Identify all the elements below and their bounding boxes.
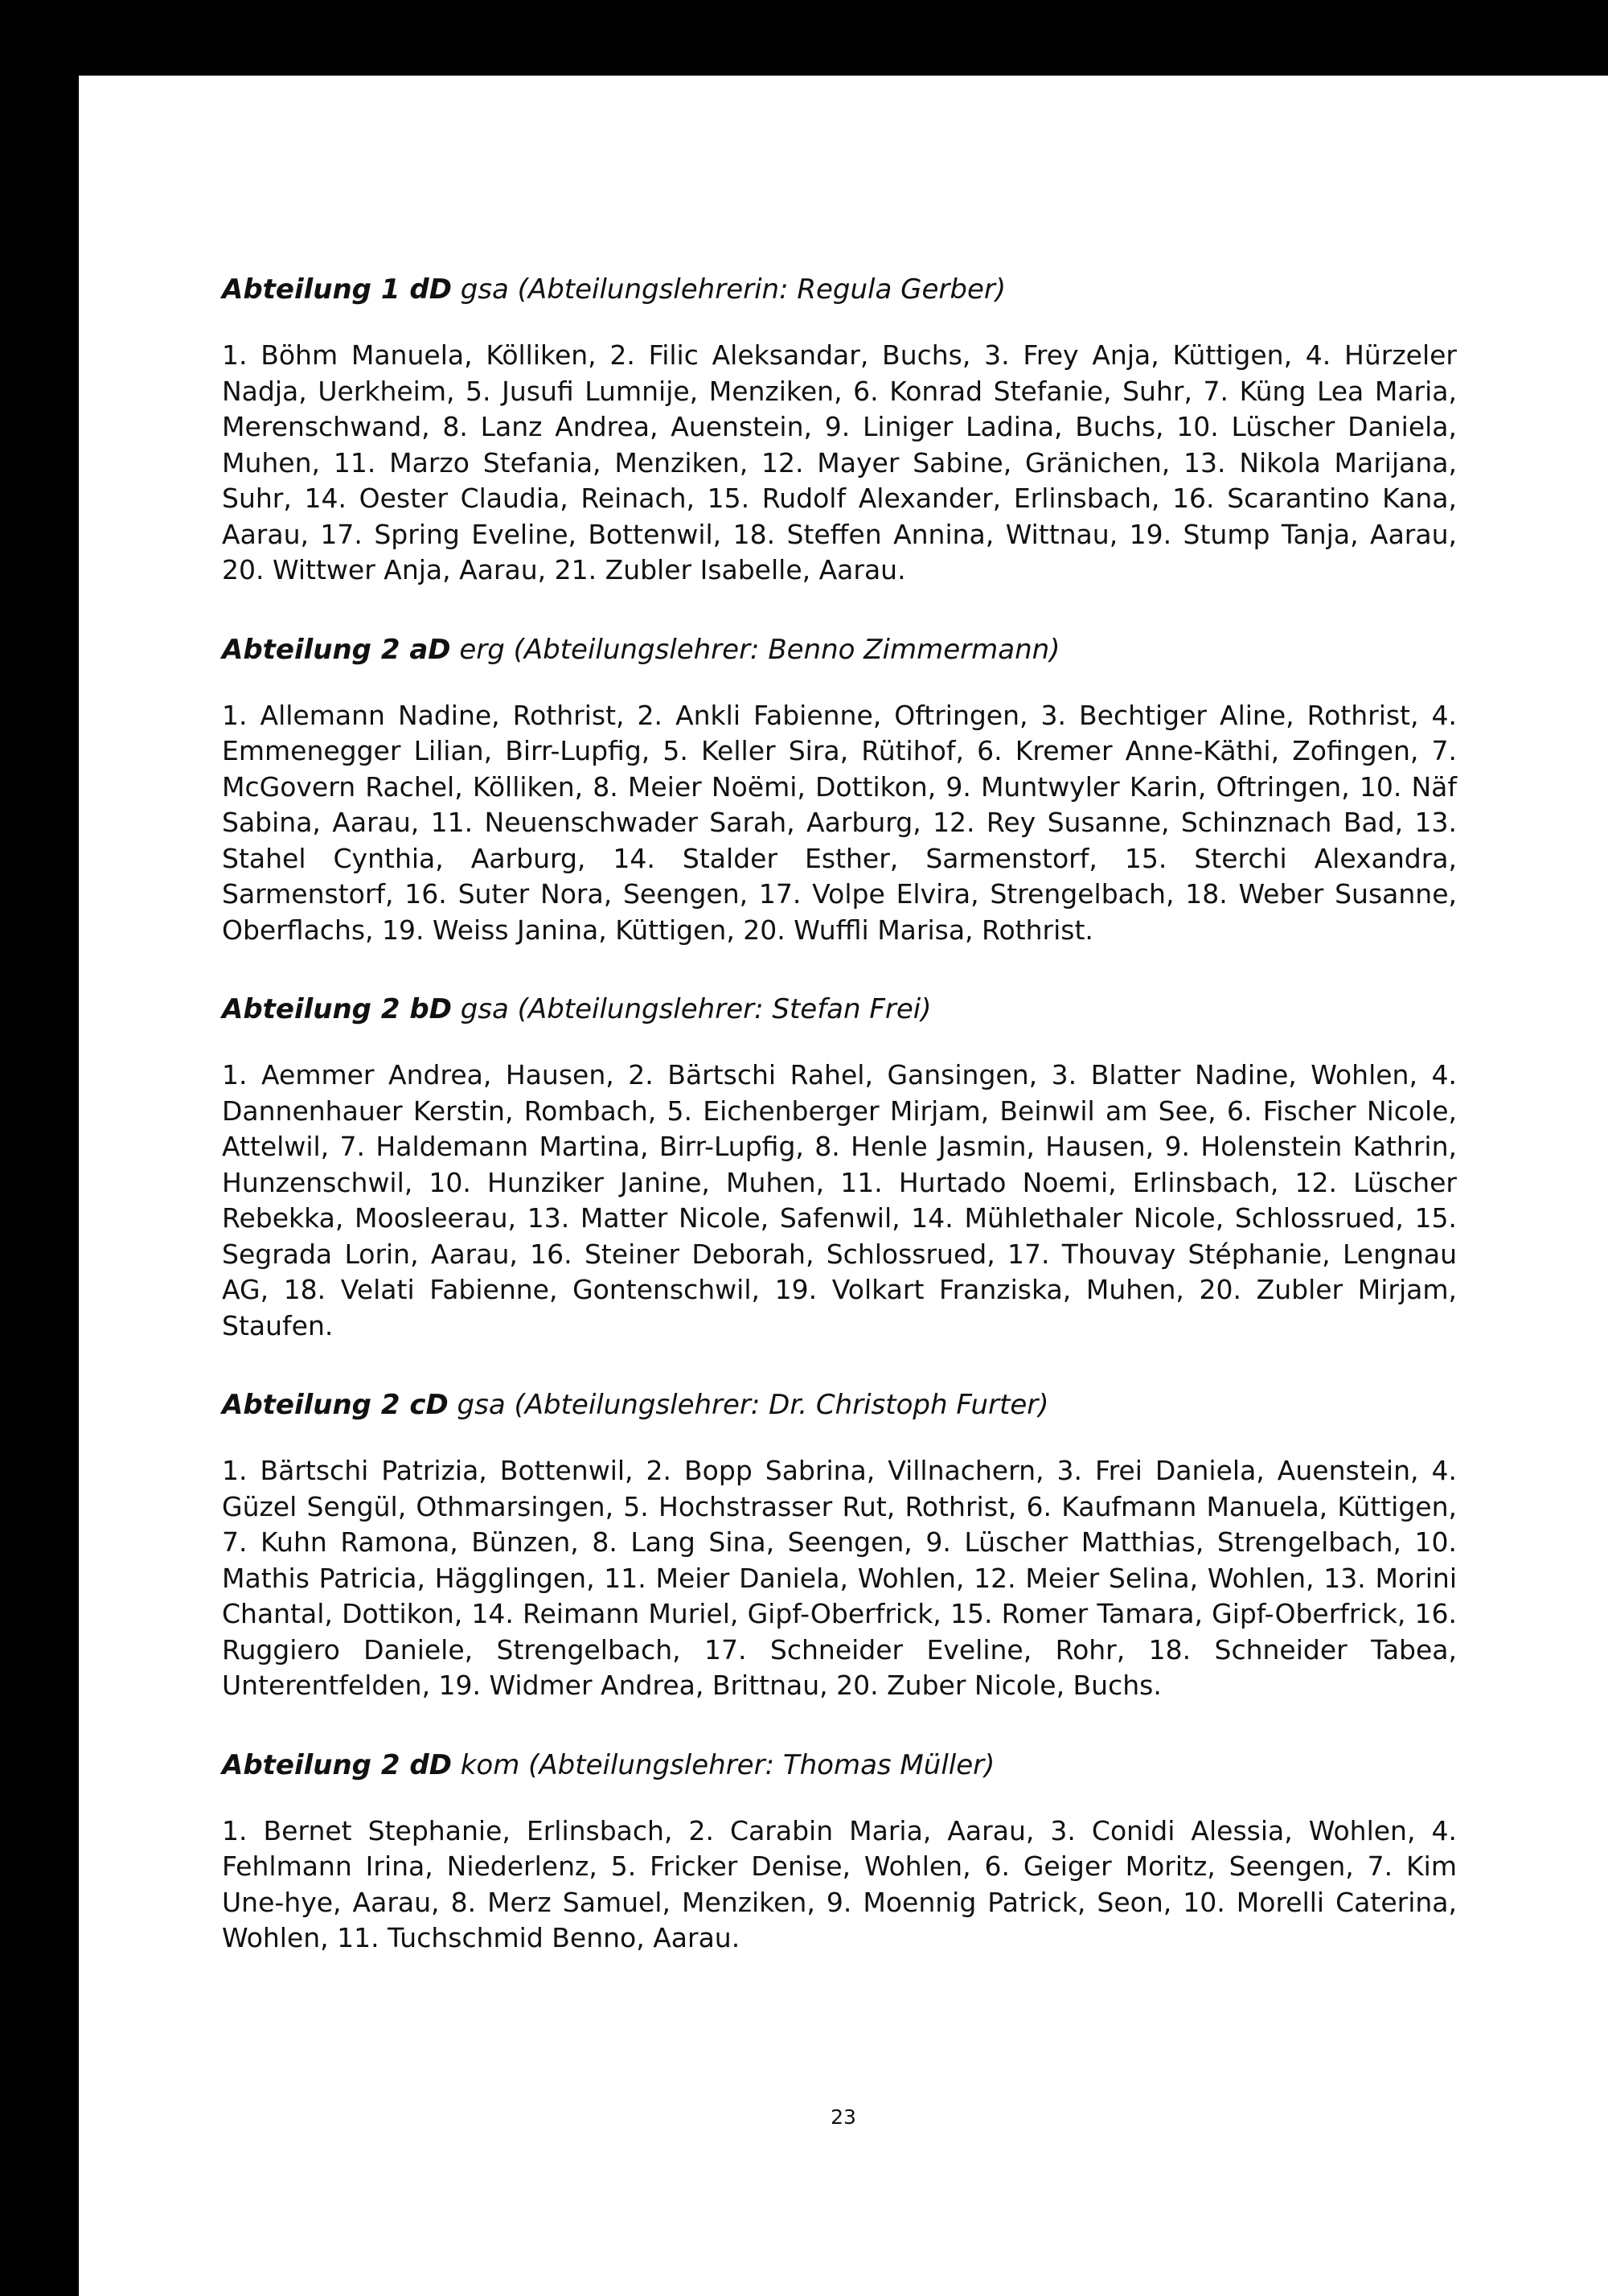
section-heading xyxy=(222,1749,1457,1781)
section-heading-bold: Abteilung 2 bD xyxy=(222,993,452,1025)
section-heading-bold: Abteilung 1 dD xyxy=(222,273,452,306)
student-list: 1. Bärtschi Patrizia, Bottenwil, 2. Bopp Sabrina, Villnachern, 3. Frei Daniela, Auenstein, 4. Güzel Sengül, Othmarsingen, 5. Hochstrasser Rut, Rothrist, 6. Kaufmann Manuela, Küttigen, 7. Kuhn Ramona, Bünzen, 8. Lang Sina, Seengen, 9. Lüscher Matthias, Strengelbach, 10. Mathis Patricia, Hägglingen, 11. Meier Daniela, Wohlen, 12. Meier Selina, Wohlen, 13. Morini Chantal, Dottikon, 14. Reimann Muriel, Gipf-Oberfrick, 15. Romer Tamara, Gipf-Oberfrick, 16. Ruggiero Daniele, Strengelbach, 17. Schneider Eveline, Rohr, 18. Schneider Tabea, Unterentfelden, 19. Widmer Andrea, Brittnau, 20. Zuber Nicole, Buchs. xyxy=(222,1455,1457,1701)
section-2-dd xyxy=(222,1749,1457,1957)
section-1-dd xyxy=(222,273,1457,589)
student-list: 1. Bernet Stephanie, Erlinsbach, 2. Carabin Maria, Aarau, 3. Conidi Alessia, Wohlen, 4. Fehlmann Irina, Niederlenz, 5. Fricker Denise, Wohlen, 6. Geiger Moritz, Seengen, 7. Kim Une-hye, Aarau, 8. Merz Samuel, Menziken, 9. Moennig Patrick, Seon, 10. Morelli Caterina, Wohlen, 11. Tuchschmid Benno, Aarau. xyxy=(222,1814,1457,1953)
section-heading-rest: gsa (Abteilungslehrer: Dr. Christoph Furter) xyxy=(448,1389,1049,1421)
page-number: 23 xyxy=(831,2105,856,2129)
section-2-bd xyxy=(222,993,1457,1344)
student-list: 1. Allemann Nadine, Rothrist, 2. Ankli Fabienne, Oftringen, 3. Bechtiger Aline, Rothrist, 4. Emmenegger Lilian, Birr-Lupfig, 5. Keller Sira, Rütihof, 6. Kremer Anne-Käthi, Zofingen, 7. McGovern Rachel, Kölliken, 8. Meier Noëmi, Dottikon, 9. Muntwyler Karin, Oftringen, 10. Näf Sabina, Aarau, 11. Neuenschwader Sarah, Aarburg, 12. Rey Susanne, Schinznach Bad, 13. Stahel Cynthia, Aarburg, 14. Stalder Esther, Sarmenstorf, 15. Sterchi Alexandra, Sarmenstorf, 16. Suter Nora, Seengen, 17. Volpe Elvira, Strengelbach, 18. Weber Susanne, Oberflachs, 19. Weiss Janina, Küttigen, 20. Wuffli Marisa, Rothrist. xyxy=(222,699,1457,946)
section-heading-bold: Abteilung 2 cD xyxy=(222,1389,449,1421)
section-heading-bold: Abteilung 2 dD xyxy=(222,1748,452,1781)
section-heading-rest: gsa (Abteilungslehrerin: Regula Gerber) xyxy=(451,273,1007,306)
section-heading xyxy=(222,273,1457,306)
section-heading-rest: erg (Abteilungslehrer: Benno Zimmermann) xyxy=(450,633,1060,666)
student-list: 1. Aemmer Andrea, Hausen, 2. Bärtschi Rahel, Gansingen, 3. Blatter Nadine, Wohlen, 4. Dannenhauer Kerstin, Rombach, 5. Eichenberger Mirjam, Beinwil am See, 6. Fischer Nicole, Attelwil, 7. Haldemann Martina, Birr-Lupfig, 8. Henle Jasmin, Hausen, 9. Holenstein Kathrin, Hunzenschwil, 10. Hunziker Janine, Muhen, 11. Hurtado Noemi, Erlinsbach, 12. Lüscher Rebekka, Moosleerau, 13. Matter Nicole, Safenwil, 14. Mühlethaler Nicole, Schlossrued, 15. Segrada Lorin, Aarau, 16. Steiner Deborah, Schlossrued, 17. Thouvay Stéphanie, Lengnau AG, 18. Velati Fabienne, Gontenschwil, 19. Volkart Franziska, Muhen, 20. Zubler Mirjam, Staufen. xyxy=(222,1059,1457,1341)
section-heading xyxy=(222,993,1457,1025)
section-heading-rest: kom (Abteilungslehrer: Thomas Müller) xyxy=(451,1748,995,1781)
section-2-cd xyxy=(222,1389,1457,1704)
page-content xyxy=(222,273,1457,2002)
section-heading-rest: gsa (Abteilungslehrer: Stefan Frei) xyxy=(451,993,932,1025)
section-2-ad xyxy=(222,634,1457,949)
section-heading xyxy=(222,1389,1457,1421)
student-list: 1. Böhm Manuela, Kölliken, 2. Filic Aleksandar, Buchs, 3. Frey Anja, Küttigen, 4. Hürzeler Nadja, Uerkheim, 5. Jusufi Lumnije, Menziken, 6. Konrad Stefanie, Suhr, 7. Küng Lea Maria, Merenschwand, 8. Lanz Andrea, Auenstein, 9. Liniger Ladina, Buchs, 10. Lüscher Daniela, Muhen, 11. Marzo Stefania, Menziken, 12. Mayer Sabine, Gränichen, 13. Nikola Marijana, Suhr, 14. Oester Claudia, Reinach, 15. Rudolf Alexander, Erlinsbach, 16. Scarantino Kana, Aarau, 17. Spring Eveline, Bottenwil, 18. Steffen Annina, Wittnau, 19. Stump Tanja, Aarau, 20. Wittwer Anja, Aarau, 21. Zubler Isabelle, Aarau. xyxy=(222,339,1457,585)
document-page xyxy=(79,76,1608,2296)
section-heading xyxy=(222,634,1457,666)
section-heading-bold: Abteilung 2 aD xyxy=(222,633,451,666)
